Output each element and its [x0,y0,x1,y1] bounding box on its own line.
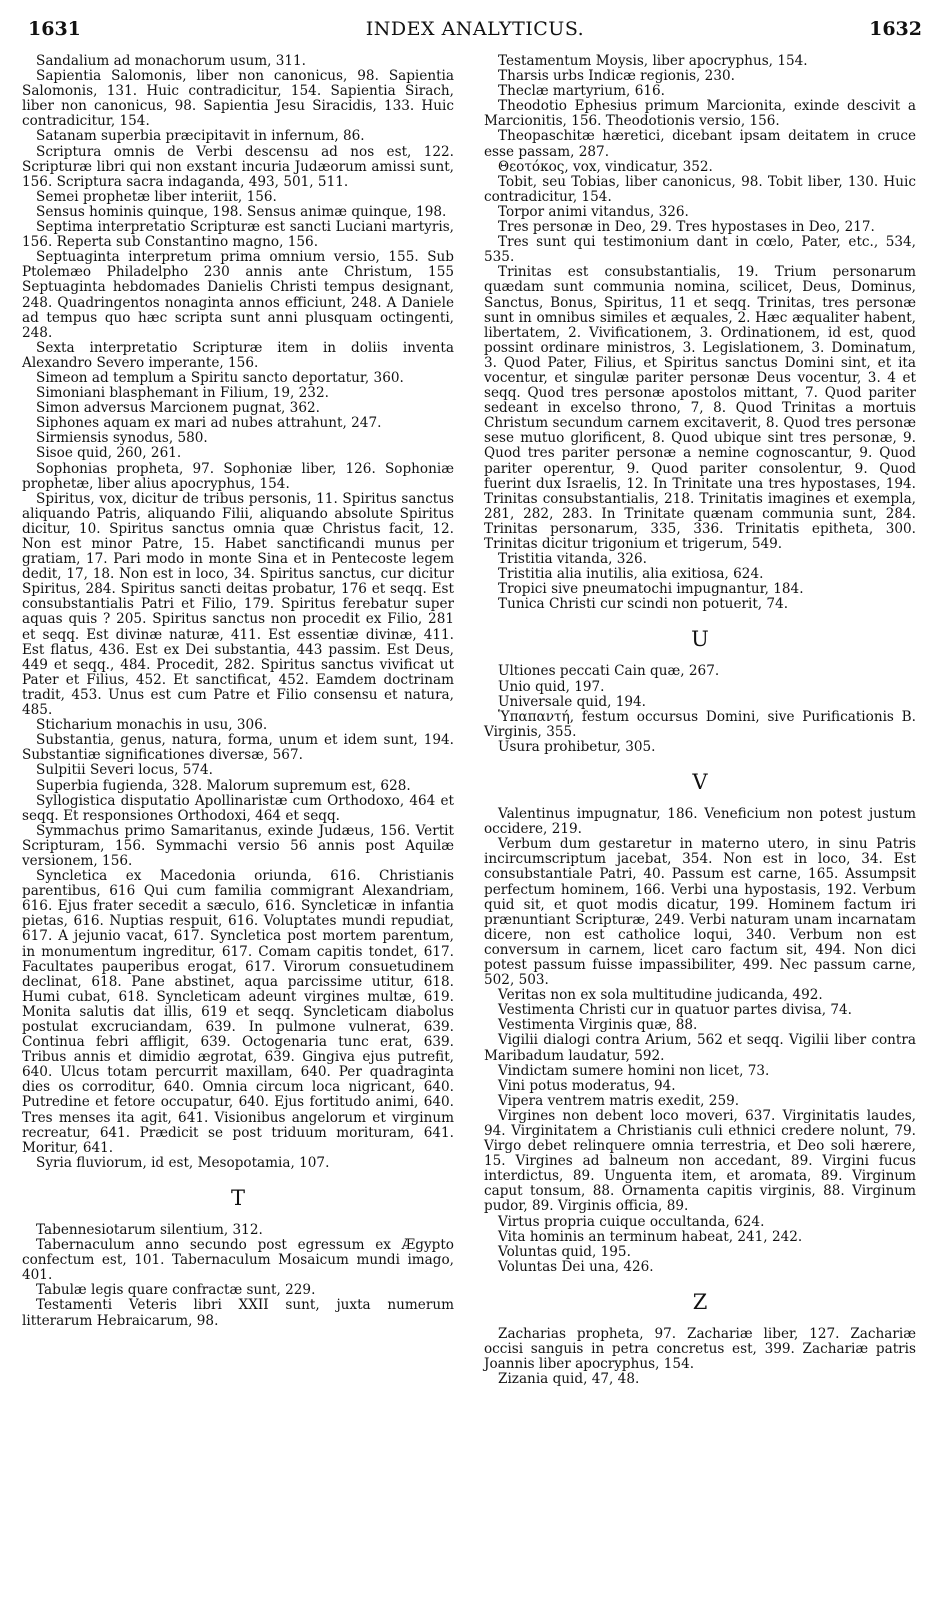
index-entry: Syria fluviorum, id est, Mesopotamia, 107. [36,1154,330,1171]
index-entry: Tres personæ in Deo, 29. Tres hypostases in Deo, 217. [498,219,875,236]
index-entry: Symmachus primo Samaritanus, exinde Judæus, 156. Vertit Scripturam, 156. Symmachi versio 56 annis post Aquilæ versionem, 156. [22,822,454,869]
entries-t-continued [484,54,916,612]
index-entry: Θεοτόκος, vox, vindicatur, 352. [498,158,713,175]
index-entry: Sandalium ad monachorum usum, 311. [36,53,307,69]
index-entry: Zacharias propheta, 97. Zachariæ liber, 127. Zachariæ occisi sanguis in petra concretus est, 399. Zachariæ patris Joannis liber apocryphus, 154. [484,1325,916,1373]
index-entry: Unio quid, 197. [498,678,605,695]
index-entry: Simoniani blasphemant in Filium, 19, 232. [36,385,329,402]
index-entry: Testamenti Veteris libri XXII sunt, juxta numerum litterarum Hebraicarum, 98. [22,1297,454,1329]
index-entry: Syncletica ex Macedonia oriunda, 616. Christianis parentibus, 616 Qui cum familia commigrant Alexandriam, 616. Ejus frater secedit a sæculo, 616. Syncleticæ in infantia pietas, 616. Nuptias respuit, 616. Voluptates mundi repudiat, 617. A jejunio vacat, 617. Syncletica post mortem parentum, in monumentum ingreditur, 617. Comam capitis tondet, 617. Facultates pauperibus erogat, 617. Virorum consuetudinem declinat, 618. Pane abstinet, aqua parcissime utitur, 618. Humi cubat, 618. Syncleticam adeunt virgines multæ, 619. Monita salutis dat illis, 619 et seqq. Syncleticam diabolus postulat excruciandam, 639. In pulmone vulnerat, 639. Continua febri affligit, 639. Octogenaria tunc erat, 639. Tribus annis et dimidio ægrotat, 639. Gingiva ejus putrefit, 640. Ulcus totam percurrit maxillam, 640. Per quadraginta dies os corroditur, 640. Omnia circum loca nigricant, 640. Putredine et fetore occupatur, 640. Ejus fortitudo animi, 640. Tres menses ita agit, 641. Visionibus angelorum et virginum recreatur, 641. Prædicit se post triduum morituram, 641. Moritur, 641. [22,868,454,1156]
index-entry: Voluntas quid, 195. [498,1243,631,1260]
index-entry: Tunica Christi cur scindi non potuerit, 74. [498,596,789,613]
right-column [484,54,916,1387]
index-entry: Septuaginta interpretum prima omnium versio, 155. Sub Ptolemæo Philadelpho 230 annis ante Christum, 155 Septuaginta hebdomades Danielis Christi tempus designant, 248. Quadringentos nonaginta annos efficiunt, 248. A Daniele ad tempus quo hæc scripta sunt anni plusquam octingenti, 248. [22,249,454,341]
entries-t [22,1223,454,1329]
index-entry: Substantia, genus, natura, forma, unum et idem sunt, 194. Substantiæ significationes diversæ, 567. [22,732,454,764]
index-entry: Tabernaculum anno secundo post egressum ex Ægypto confectum est, 101. Tabernaculum Mosaicum mundi imago, 401. [22,1237,454,1284]
index-entry: Torpor animi vitandus, 326. [498,203,689,220]
page-number-right: 1632 [869,18,922,40]
index-entry: Siphones aquam ex mari ad nubes attrahunt, 247. [36,415,382,432]
index-entry: Vindictam sumere homini non licet, 73. [498,1062,770,1079]
entries-u [484,664,916,755]
index-entry: Theopaschitæ hæretici, dicebant ipsam deitatem in cruce esse passam, 287. [484,128,916,160]
entries-z [484,1327,916,1387]
index-entry: Scriptura omnis de Verbi descensu ad nos est, 122. Scripturæ libri qui non exstant incuria Judæorum amissi sunt, 156. Scriptura sacra indaganda, 493, 501, 511. [22,143,454,190]
index-entry: Valentinus impugnatur, 186. Veneficium non potest justum occidere, 219. [484,806,916,838]
index-entry: Tabennesiotarum silentium, 312. [36,1221,263,1238]
index-entry: Virtus propria cuique occultanda, 624. [498,1213,765,1230]
index-entry: Spiritus, vox, dicitur de tribus personis, 11. Spiritus sanctus aliquando Patris, aliquando Filii, aliquando absolute Spiritus dicitur, 10. Spiritus sanctus omnia quæ Christus facit, 12. Non est minor Patre, 15. Habet sanctificandi munus per gratiam, 17. Pari modo in monte Sina et in Pentecoste legem dedit, 17, 18. Non est in loco, 34. Spiritus sanctus, cur dicitur Spiritus, 284. Spiritus sancti deitas probatur, 176 et seqq. Est consubstantialis Patri et Filio, 179. Spiritus ferebatur super aquas quis ? 205. Spiritus sanctus non procedit ex Filio, 281 et seqq. Est divinæ naturæ, 411. Est essentiæ divinæ, 411. Est flatus, 436. Est ex Dei substantia, 443 passim. Est Deus, 449 et seqq., 484. Procedit, 282. Spiritus sanctus vivificat ut Pater et Filius, 452. Et sanctificat, 452. Eamdem doctrinam tradit, 453. Unus est cum Patre et Filio consensu et natura, 485. [22,490,454,719]
page-header [28,18,922,48]
section-letter-v: V [692,770,708,795]
index-entry: Trinitas est consubstantialis, 19. Trium personarum quædam sunt communia nomina, scilicet, Deus, Dominus, Sanctus, Bonus, Spiritus, 11 et seqq. Trinitas, tres personæ sunt in omnibus similes et æquales, 2. Hæc æqualiter habent, libertatem, 2. Vivificationem, 3. Ordinationem, id est, quod possint ordinare ministros, 3. Legislationem, 3. Dominatum, 3. Quod Pater, Filius, et Spiritus sanctus Domini sint, et ita vocentur, et singulæ pariter personæ Deus vocentur, 3. 4 et seqq. Quod tres personæ apostolos mittant, 7. Quod pariter sedeant in excelso throno, 7, 8. Quod Trinitas a mortuis Christum secundum carnem excitaverit, 8. Quod tres personæ sese mutuo glorificent, 8. Quod ubique sint tres personæ, 9. Quod tres pariter personæ a nemine cognoscantur, 9. Quod pariter operentur, 9. Quod pariter consolentur, 9. Quod fuerint dux Israelis, 12. In Trinitate una tres hypostases, 194. Trinitas consubstantialis, 218. Trinitatis imagines et exempla, 281, 282, 283. In Trinitate quænam communia sunt, 284. Trinitas personarum, 335, 336. Trinitatis epitheta, 300. Trinitas dicitur trigonium et trigerum, 549. [484,264,916,552]
section-letter-u: U [691,627,709,652]
index-entry: Septima interpretatio Scripturæ est sancti Luciani martyris, 156. Reperta sub Constantino magno, 156. [22,219,454,251]
index-entry: Vita hominis an terminum habeat, 241, 242. [498,1228,803,1245]
index-entry: Vipera ventrem matris exedit, 259. [498,1092,740,1109]
index-entry: Sticharium monachis in usu, 306. [36,717,268,734]
index-entry: Sirmiensis synodus, 580. [36,430,208,447]
page-number-left: 1631 [28,18,81,40]
index-entry: Ὑπαπαντή, festum occursus Domini, sive Purificationis B. Virginis, 355. [484,708,916,740]
index-entry: Usura prohibetur, 305. [498,738,656,755]
index-entry: Tharsis urbs Indicæ regionis, 230. [498,68,735,85]
index-entry: Tristitia alia inutilis, alia exitiosa, 624. [498,566,764,583]
index-entry: Sexta interpretatio Scripturæ item in doliis inventa Alexandro Severo imperante, 156. [22,339,454,371]
index-entry: Vini potus moderatus, 94. [498,1077,676,1094]
index-entry: Tropici sive pneumatochi impugnantur, 184. [498,581,804,598]
index-entry: Vestimenta Virginis quæ, 88. [498,1017,698,1034]
index-entry: Superbia fugienda, 328. Malorum supremum est, 628. [36,777,411,794]
index-entry: Sapientia Salomonis, liber non canonicus, 98. Sapientia Salomonis, 131. Huic contradicitur, 154. Sapientia Sirach, liber non canonicus, 98. Sapientia Jesu Siracidis, 133. Huic contradicitur, 154. [22,68,454,130]
index-entry: Tristitia vitanda, 326. [498,551,648,568]
index-entry: Ultiones peccati Cain quæ, 267. [498,663,720,680]
index-entry: Vestimenta Christi cur in quatuor partes divisa, 74. [498,1002,853,1019]
section-letter-t: T [230,1185,245,1210]
index-entry: Virgines non debent loco moveri, 637. Virginitatis laudes, 94. Virginitatem a Christianis culi ethnici credere nolunt, 79. Virgo debet relinquere omnia terrestria, et Deo soli hærere, 15. Virgines ad balneum non accedant, 89. Virgini fucus interdictus, 89. Unguenta item, et aromata, 89. Virginum caput tonsum, 88. Ornamenta capitis virginis, 88. Virginum pudor, 89. Virginis officia, 89. [484,1107,916,1215]
index-entry: Simon adversus Marcionem pugnat, 362. [36,400,320,417]
index-entry: Tres sunt qui testimonium dant in cœlo, Pater, etc., 534, 535. [484,234,916,266]
index-entry: Theodotio Ephesius primum Marcionita, exinde descivit a Marcionitis, 156. Theodotionis versio, 156. [484,98,916,130]
index-entry: Sisoe quid, 260, 261. [36,445,182,462]
section-letter-z: Z [692,1289,708,1314]
index-entry: Voluntas Dei una, 426. [498,1258,654,1275]
index-entry: Tabulæ legis quare confractæ sunt, 229. [36,1282,316,1299]
entries-v [484,807,916,1275]
index-entry: Semei prophetæ liber interiit, 156. [36,188,277,205]
index-entry: Sensus hominis quinque, 198. Sensus animæ quinque, 198. [36,203,447,220]
index-entry: Simeon ad templum a Spiritu sancto deportatur, 360. [36,369,404,386]
index-entry: Sophonias propheta, 97. Sophoniæ liber, 126. Sophoniæ prophetæ, liber alius apocryphus, 154. [22,460,454,492]
index-entry: Universale quid, 194. [498,693,646,710]
index-entry: Syllogistica disputatio Apollinaristæ cum Orthodoxo, 464 et seqq. Et responsiones Orthodoxi, 464 et seqq. [22,792,454,824]
index-entry: Satanam superbia præcipitavit in infernum, 86. [36,128,365,145]
left-column [22,54,454,1329]
index-entry: Sulpitii Severi locus, 574. [36,762,213,779]
index-entry: Veritas non ex sola multitudine judicanda, 492. [498,987,823,1004]
running-title: INDEX ANALYTICUS. [365,18,585,40]
index-entry: Tobit, seu Tobias, liber canonicus, 98. Tobit liber, 130. Huic contradicitur, 154. [484,173,916,205]
index-entry: Zizania quid, 47, 48. [498,1371,640,1388]
index-entry: Theclæ martyrium, 616. [498,83,665,100]
index-entry: Vigilii dialogi contra Arium, 562 et seqq. Vigilii liber contra Maribadum laudatur, 592. [484,1032,916,1064]
index-entry: Testamentum Moysis, liber apocryphus, 154. [498,53,808,69]
index-entry: Verbum dum gestaretur in materno utero, in sinu Patris incircumscriptum jacebat, 354. Non est in loco, 34. Est consubstantiale Patri, 40. Passum est carne, 165. Assumpsit perfectum hominem, 166. Verbi una hypostasis, 192. Verbum quid sit, et quot modis dicatur, 199. Hominem factum iri prænuntiant Scripturæ, 249. Verbi naturam unam incarnatam dicere, non est catholice loqui, 340. Verbum non est conversum in carnem, licet caro factum sit, 494. Non dici potest passum fuisse impassibiliter, 499. Nec passum carne, 502, 503. [484,836,916,989]
entries-s [22,54,454,1171]
